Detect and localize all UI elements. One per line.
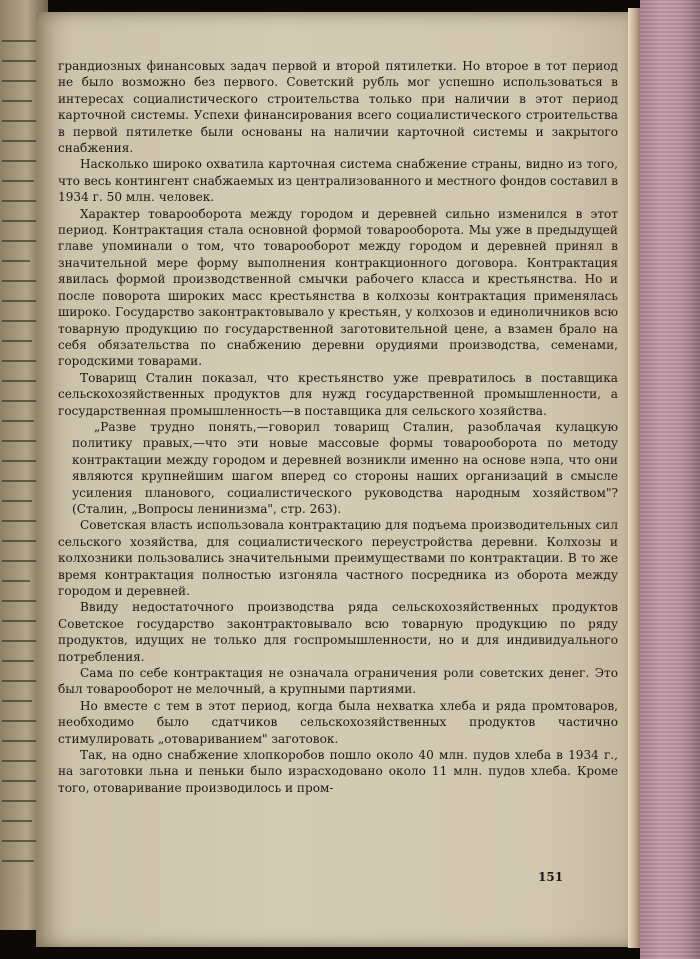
page-number: 151 <box>538 870 564 884</box>
page-text <box>58 58 618 796</box>
book-cover-edge <box>640 0 700 959</box>
paragraph: Ввиду недостаточного производства ряда сельскохозяйственных продуктов Советское государство законтрактовывало всю товарную продукцию по ряду продуктов, идущих не только для госпромышленности, но и для индивидуального потребления. <box>58 600 618 664</box>
paragraph: Насколько широко охватила карточная система снабжение страны, видно из того, что весь контингент снабжаемых из централизованного и местного фондов составил в 1934 г. 50 млн. человек. <box>58 157 618 205</box>
paragraph: Так, на одно снабжение хлопкоробов пошло около 40 млн. пудов хлеба в 1934 г., на заготовки льна и пеньки было израсходовано около 11 млн. пудов хлеба. Кроме того, отоваривание производилось и пром- <box>58 748 618 795</box>
paragraph: Но вместе с тем в этот период, когда была нехватка хлеба и ряда промтоваров, необходимо было сдатчиков сельскохозяйственных продуктов частично стимулировать „отовариванием" заготовок. <box>58 698 618 746</box>
paragraph: Сама по себе контрактация не означала ограничения роли советских денег. Это был товарооборот не мелочный, а крупными партиями. <box>58 666 618 697</box>
paragraph: Характер товарооборота между городом и деревней сильно изменился в этот период. Контрактация стала основной формой товарооборота. Мы уже в предыдущей главе упоминали о том, что товарооборот между городом и деревней принял в значительной мере форму выполнения контракционного договора. Контрактация явилась формой производственной смычки рабочего класса и крестьянства. Но и после поворота широких масс крестьянства в колхозы контрактация применялась широко. Государство законтрактовывало у крестьян, у колхозов и единоличников всю товарную продукцию по государственной заготовительной цене, а взамен брало на себя обязательства по снабжению деревни орудиями производства, семенами, городскими товарами. <box>58 206 618 369</box>
paragraph: Товарищ Сталин показал, что крестьянство уже превратилось в поставщика сельскохозяйственных продуктов для нужд государственной промышленности, а государственная промышленность—в поставщика для сельского хозяйства. <box>58 370 618 418</box>
quotation: „Разве трудно понять,—говорил товарищ Сталин, разоблачая кулацкую политику правых,—что эти новые массовые формы товарооборота по методу контрактации между городом и деревней возникли именно на основе нэпа, что они являются крупнейшим шагом вперед со стороны наших организаций в смысле усиления планового, социалистического руководства народным хозяйством"? (Сталин, „Вопросы ленинизма", стр. 263). <box>72 419 618 516</box>
paragraph: Советская власть использовала контрактацию для подъема производительных сил сельского хозяйства, для социалистического переустройства деревни. Колхозы и колхозники пользовались значительными преимуществами по контрактации. В то же время контрактация полностью изгоняла частного посредника из оборота между городом и деревней. <box>58 518 618 598</box>
paragraph: грандиозных финансовых задач первой и второй пятилетки. Но второе в тот период не было возможно без первого. Советский рубль мог успешно использоваться в интересах социалистического строительства только при наличии в этот период карточной системы. Успехи финансирования всего социалистического строительства в первой пятилетке были основаны на наличии карточной системы и закрытого снабжения. <box>58 59 618 156</box>
